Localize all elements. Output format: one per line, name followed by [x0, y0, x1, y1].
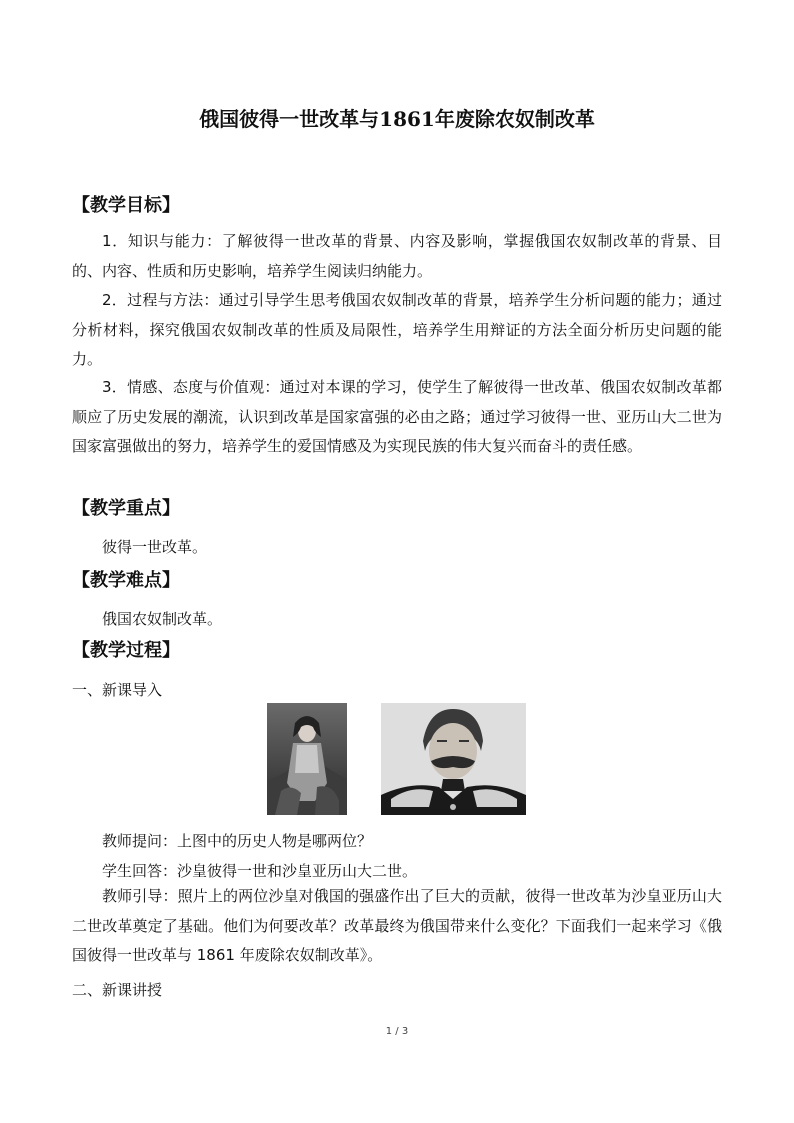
page-number: 1 / 3 — [385, 1026, 409, 1037]
difficulty-heading: 【教学难点】 — [72, 570, 180, 591]
part1-heading: 一、新课导入 — [72, 681, 163, 699]
part2-heading: 二、新课讲授 — [72, 981, 163, 999]
teacher-question: 教师提问：上图中的历史人物是哪两位？ — [102, 832, 373, 850]
key-point-heading: 【教学重点】 — [72, 498, 180, 519]
alexander-portrait-image — [381, 703, 526, 815]
student-answer: 学生回答：沙皇彼得一世和沙皇亚历山大二世。 — [102, 862, 418, 880]
peter-portrait-image — [267, 703, 347, 815]
page-title: 俄国彼得一世改革与1861年废除农奴制改革 — [199, 107, 595, 131]
teacher-guide: 教师引导：照片上的两位沙皇对俄国的强盛作出了巨大的贡献，彼得一世改革为沙皇亚历山大二世改革奠定了基础。他们为何要改革？改革最终为俄国带来什么变化？下面我们一起来学习《俄国彼得一世改革与 1861 年废除农奴制改革》。 — [72, 887, 722, 964]
objective-1: 1．知识与能力：了解彼得一世改革的背景、内容及影响，掌握俄国农奴制改革的背景、目的、内容、性质和历史影响，培养学生阅读归纳能力。 — [72, 232, 722, 280]
process-heading: 【教学过程】 — [72, 640, 180, 661]
objective-2: 2．过程与方法：通过引导学生思考俄国农奴制改革的背景，培养学生分析问题的能力；通过分析材料，探究俄国农奴制改革的性质及局限性，培养学生用辩证的方法全面分析历史问题的能力。 — [72, 291, 722, 368]
difficulty-text: 俄国农奴制改革。 — [102, 610, 223, 628]
objectives-heading: 【教学目标】 — [72, 195, 180, 216]
key-point-text: 彼得一世改革。 — [102, 538, 208, 556]
objective-3: 3．情感、态度与价值观：通过对本课的学习，使学生了解彼得一世改革、俄国农奴制改革都顺应了历史发展的潮流，认识到改革是国家富强的必由之路；通过学习彼得一世、亚历山大二世为国家富强做出的努力，培养学生的爱国情感及为实现民族的伟大复兴而奋斗的责任感。 — [72, 378, 722, 455]
